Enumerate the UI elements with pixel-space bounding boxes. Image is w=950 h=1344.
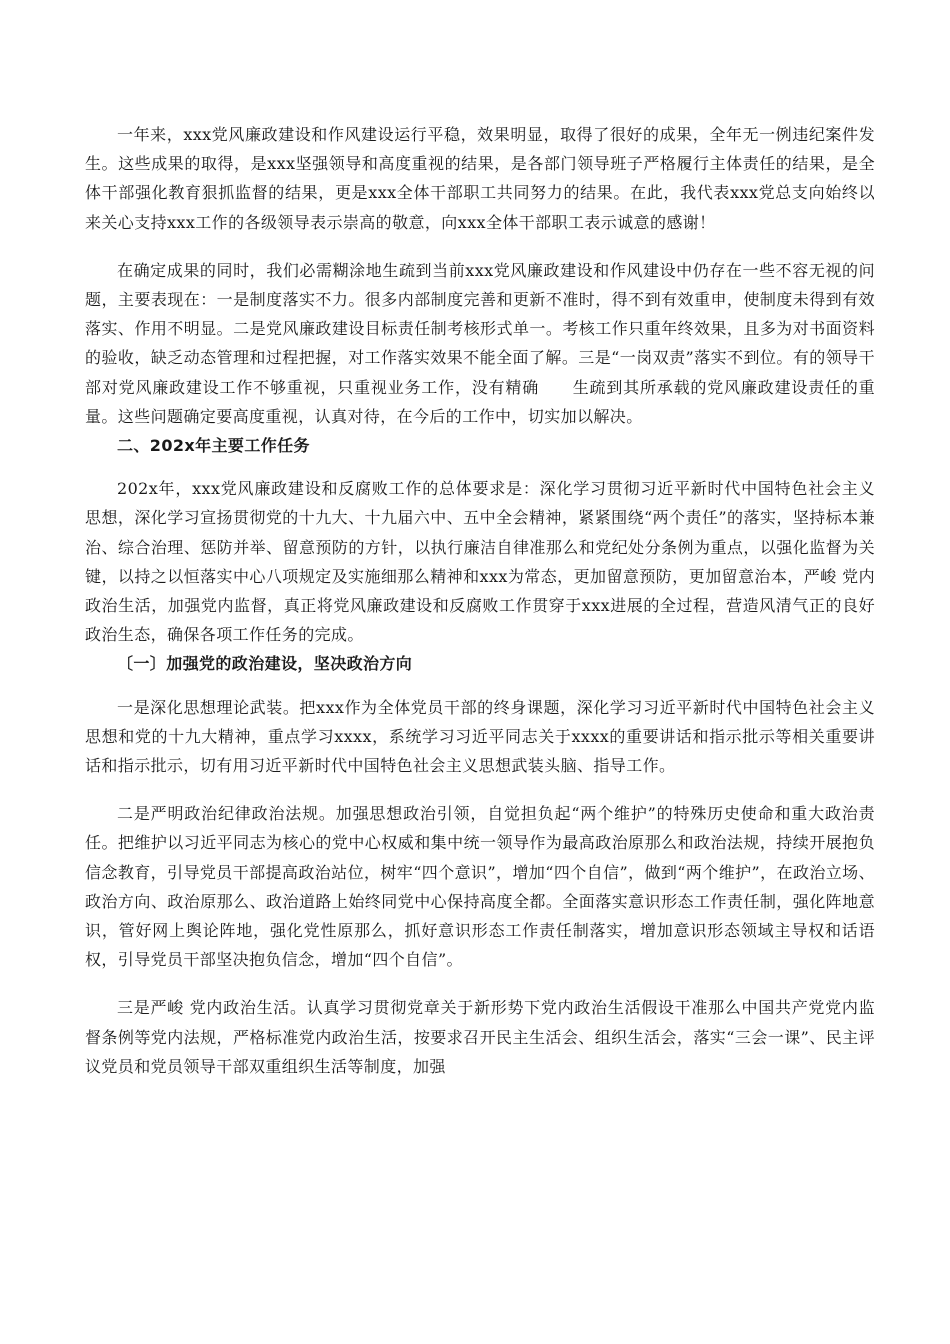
paragraph-achievements: 一年来，xxx党风廉政建设和作风建设运行平稳，效果明显，取得了很好的成果，全年无一例违纪案件发生。这些成果的取得，是xxx坚强领导和高度重视的结果，是各部门领导班子严格履行主体责任的结果，是全体干部强化教育狠抓监督的结果，更是xxx全体干部职工共同努力的结果。在此，我代表xxx党总支向始终以来关心支持xxx工作的各级领导表示崇高的敬意，向xxx全体干部职工表示诚意的感谢！ — [85, 125, 875, 232]
paragraph-problems: 在确定成果的同时，我们必需糊涂地生疏到当前xxx党风廉政建设和作风建设中仍存在一些不容无视的问题，主要表现在：一是制度落实不力。很多内部制度完善和更新不准时，得不到有效重申，使制度未得到有效落实、作用不明显。二是党风廉政建设目标责任制考核形式单一。考核工作只重年终效果，且多为对书面资料的验收，缺乏动态管理和过程把握，对工作落实效果不能全面了解。三是“一岗双责”落实不到位。有的领导干部对党风廉政建设工作不够重视，只重视业务工作，没有精确 生疏到其所承载的党风廉政建设责任的重量。这些问题确定要高度重视，认真对待，在今后的工作中，切实加以解决。 — [85, 260, 875, 426]
document-page — [85, 120, 875, 1081]
section-heading-main-tasks: 二、202x年主要工作任务 — [117, 436, 310, 456]
paragraph-political-life: 三是严峻 党内政治生活。认真学习贯彻党章关于新形势下党内政治生活假设干准那么中国共产党党内监督条例等党内法规，严格标准党内政治生活，按要求召开民主生活会、组织生活会，落实“三会一课”、民主评议党员和党员领导干部双重组织生活等制度，加强 — [85, 998, 875, 1076]
paragraph-theory-armament: 一是深化思想理论武装。把xxx作为全体党员干部的终身课题，深化学习习近平新时代中国特色社会主义思想和党的十九大精神，重点学习xxxx，系统学习习近平同志关于xxxx的重要讲话和指示批示等相关重要讲话和指示批示，切有用习近平新时代中国特色社会主义思想武装头脑、指导工作。 — [85, 697, 875, 776]
subsection-heading-political-building: 〔一〕加强党的政治建设，坚决政治方向 — [117, 654, 413, 674]
paragraph-political-discipline: 二是严明政治纪律政治法规。加强思想政治引领，自觉担负起“两个维护”的特殊历史使命和重大政治责任。把维护以习近平同志为核心的党中心权威和集中统一领导作为最高政治原那么和政治法规，持续开展抱负信念教育，引导党员干部提高政治站位，树牢“四个意识”，增加“四个自信”，做到“两个维护”，在政治立场、政治方向、政治原那么、政治道路上始终同党中心保持高度全都。全面落实意识形态工作责任制，强化阵地意识，管好网上舆论阵地，强化党性原那么，抓好意识形态工作责任制落实，增加意识形态领域主导权和话语权，引导党员干部坚决抱负信念，增加“四个自信”。 — [85, 804, 875, 970]
paragraph-overall-requirements: 202x年，xxx党风廉政建设和反腐败工作的总体要求是：深化学习贯彻习近平新时代中国特色社会主义思想，深化学习宣扬贯彻党的十九大、十九届六中、五中全会精神，紧紧围绕“两个责任”的落实，坚持标本兼治、综合治理、惩防并举、留意预防的方针，以执行廉洁自律准那么和党纪处分条例为重点，以强化监督为关键，以持之以恒落实中心八项规定及实施细那么精神和xxx为常态，更加留意预防，更加留意治本，严峻 党内政治生活，加强党内监督，真正将党风廉政建设和反腐败工作贯穿于xxx进展的全过程，营造风清气正的良好政治生态，确保各项工作任务的完成。 — [85, 479, 875, 645]
